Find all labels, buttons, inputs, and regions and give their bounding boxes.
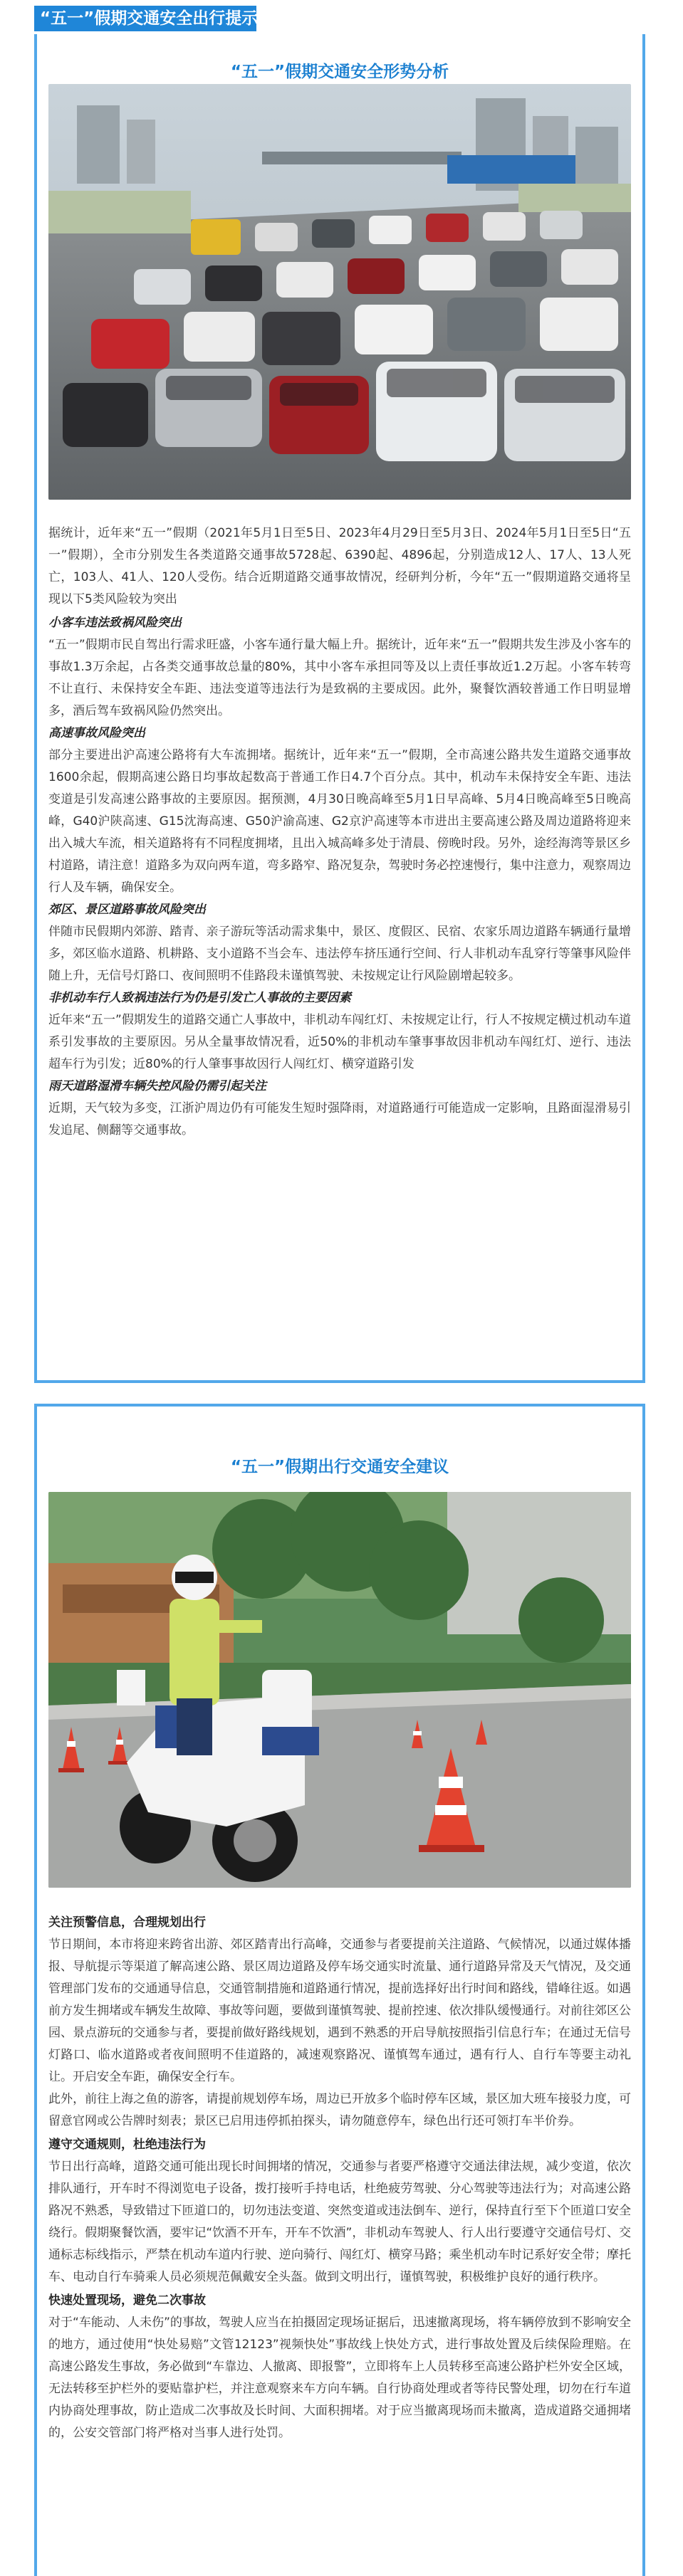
risk-heading-passenger-car: 小客车违法致祸风险突出 — [48, 616, 182, 630]
advice-heading-plan: 关注预警信息，合理规划出行 — [48, 1915, 206, 1930]
banner-label: “五一”假期交通安全出行提示 — [40, 9, 259, 28]
advice-text — [48, 1912, 631, 2444]
risk-body-rain: 近期，天气较为多变，江浙沪周边仍有可能发生短时强降雨，对道路通行可能造成一定影响，且路面湿滑易引发追尾、侧翻等交通事故。 — [48, 1101, 631, 1137]
advice-body-plan-2: 此外，前往上海之鱼的游客，请提前规划停车场，周边已开放多个临时停车区域，景区加大班车接驳力度，可留意官网或公告牌时刻表；景区已启用违停抓拍探头，请勿随意停车，绿色出行还可领打车半价券。 — [48, 2092, 631, 2128]
risk-body-non-motor: 近年来“五一”假期发生的道路交通亡人事故中，非机动车闯红灯、未按规定让行，行人不按规定横过机动车道系引发事故的主要原因。另从全量事故情况看，近50%的非机动车肇事事故因非机动车闯红灯、逆行、违法超车行为引发；近80%的行人肇事事故因行人闯红灯、横穿道路引发 — [48, 1013, 631, 1071]
risk-body-passenger-car: “五一”假期市民自驾出行需求旺盛，小客车通行量大幅上升。据统计，近年来“五一”假期共发生涉及小客车的事故1.3万余起，占各类交通事故总量的80%，其中小客车承担同等及以上责任事故近1.2万起。小客车转弯不让直行、未保持安全车距、违法变道等违法行为是致祸的主要成因。此外，聚餐饮酒较普通工作日明显增多，酒后驾车致祸风险仍然突出。 — [48, 638, 631, 718]
risk-body-suburban: 伴随市民假期内郊游、踏青、亲子游玩等活动需求集中，景区、度假区、民宿、农家乐周边道路车辆通行量增多，郊区临水道路、机耕路、支小道路不当会车、违法停车挤压通行空间、行人非机动车乱穿行等肇事风险伴随上升，无信号灯路口、夜间照明不佳路段未谨慎驾驶、未按规定让行风险剧增起较多。 — [48, 925, 631, 983]
advice-heading-rules: 遵守交通规则，杜绝违法行为 — [48, 2138, 206, 2152]
risk-heading-suburban: 郊区、景区道路事故风险突出 — [48, 903, 206, 917]
police-motorcycle-photo — [48, 1492, 631, 1888]
advice-section-title: “五一”假期出行交通安全建议 — [230, 1458, 449, 1476]
advice-body-accident: 对于“车能动、人未伤”的事故，驾驶人应当在拍摄固定现场证据后，迅速撤离现场，将车辆停放到不影响安全的地方，通过使用“快处易赔”文管12123”视频快处”事故线上快处方式，进行事故处置及后续保险理赔。在高速公路发生事故，务必做到“车靠边、人撤离、即报警”，立即将车上人员转移至高速公路护栏外安全区域，无法转移至护栏外的要贴靠护栏，并注意观察来车方向车辆。自行协商处理或者等待民警处理，切勿在行车道内协商处理事故，防止造成二次事故及长时间、大面积拥堵。对于应当撤离现场而未撤离，造成道路交通拥堵的，公安交管部门将严格对当事人进行处罚。 — [48, 2315, 631, 2440]
advice-section — [34, 1404, 645, 2576]
risk-body-expressway: 部分主要进出沪高速公路将有大车流拥堵。据统计，近年来“五一”假期，全市高速公路共发生道路交通事故1600余起，假期高速公路日均事故起数高于普通工作日4.7个百分点。其中，机动车未保持安全车距、违法变道是引发高速公路事故的主要原因。据预测，4月30日晚高峰至5月1日早高峰、5月4日晚高峰至5日晚高峰，G40沪陕高速、G15沈海高速、G50沪渝高速、G2京沪高速等本市进出主要高速公路及周边道路将迎来出入城大车流，相关道路将有不同程度拥堵，且出入城高峰多处于清晨、傍晚时段。另外，途经海湾等景区乡村道路，请注意！道路多为双向两车道，弯多路窄、路况复杂，驾驶时务必控速慢行，集中注意力，观察周边行人及车辆，确保安全。 — [48, 748, 631, 895]
advice-body-rules: 节日出行高峰，道路交通可能出现长时间拥堵的情况，交通参与者要严格遵守交通法律法规，减少变道，依次排队通行，开车时不得浏览电子设备，拨打接听手持电话，杜绝疲劳驾驶、分心驾驶等违法行为；对高速公路路况不熟悉，导致错过下匝道口的，切勿违法变道、突然变道或违法倒车、逆行，保持直行至下个匝道口安全绕行。假期聚餐饮酒，要牢记“饮酒不开车，开车不饮酒”，非机动车驾驶人、行人出行要遵守交通信号灯、交通标志标线指示，严禁在机动车道内行驶、逆向骑行、闯红灯、横穿马路；乘坐机动车时记系好安全带；摩托车、电动自行车骑乘人员必须规范佩戴安全头盔。做到文明出行，谨慎驾驶，积极维护良好的通行秩序。 — [48, 2160, 631, 2284]
advice-heading-accident: 快速处置现场，避免二次事故 — [48, 2293, 206, 2308]
analysis-text — [48, 522, 631, 1142]
analysis-section-title: “五一”假期交通安全形势分析 — [230, 63, 449, 81]
analysis-intro: 据统计，近年来“五一”假期（2021年5月1日至5日、2023年4月29日至5月3日、2024年5月1日至5日“五一”假期），全市分别发生各类道路交通事故5728起、6390起、4896起，分别造成12人、17人、13人死亡，103人、41人、120人受伤。结合近期道路交通事故情况，经研判分析，今年“五一”假期道路交通将呈现以下5类风险较为突出 — [48, 526, 631, 606]
advice-body-plan-1: 节日期间，本市将迎来跨省出游、郊区踏青出行高峰，交通参与者要提前关注道路、气候情况，以通过媒体播报、导航提示等渠道了解高速公路、景区周边道路及停车场交通实时流量、通行道路异常及天气情况，及交通管理部门发布的交通通导信息，交通管制措施和道路通行情况，提前选择好出行时间和路线，错峰往返。如遇前方发生拥堵或车辆发生故障、事故等问题，要做到谨慎驾驶、提前控速、依次排队缓慢通行。对前往郊区公园、景点游玩的交通参与者，要提前做好路线规划，遇到不熟悉的开启导航按照指引信息行车；在通过无信号灯路口、临水道路或者夜间照明不佳道路的，减速观察路况、谨慎驾车通过，遇有行人、自行车等要主动礼让。开启安全车距，确保安全行车。 — [48, 1938, 631, 2084]
risk-heading-non-motor: 非机动车行人致祸违法行为仍是引发亡人事故的主要因素 — [48, 991, 351, 1005]
risk-heading-rain: 雨天道路湿滑车辆失控风险仍需引起关注 — [48, 1079, 266, 1093]
analysis-section — [34, 34, 645, 1383]
risk-heading-expressway: 高速事故风险突出 — [48, 726, 145, 740]
article-banner — [34, 6, 259, 31]
highway-traffic-photo — [48, 84, 631, 500]
